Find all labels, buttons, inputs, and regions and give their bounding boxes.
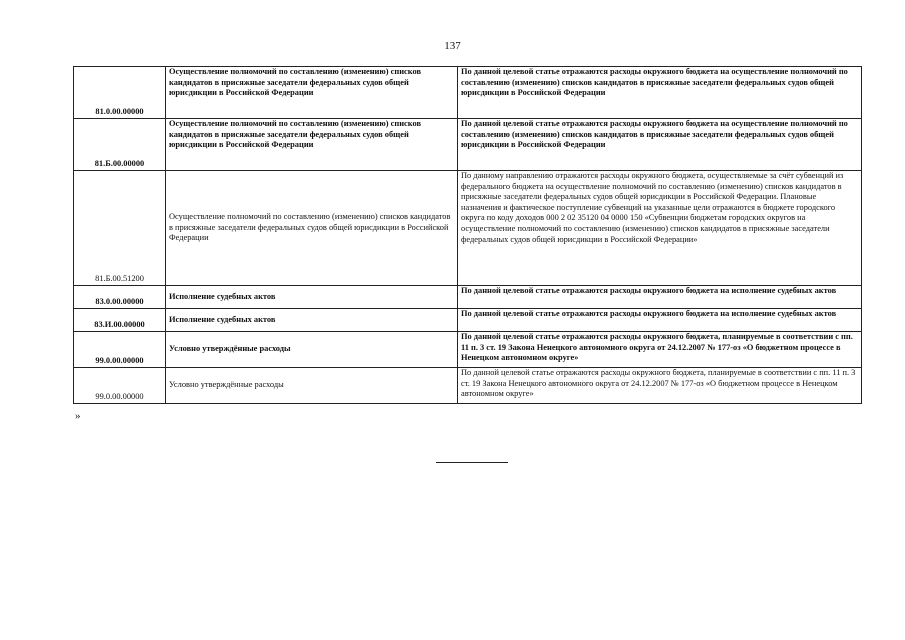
row-description: По данной целевой статье отражаются расходы окружного бюджета на исполнение судебных актов xyxy=(458,286,862,309)
target-articles-table xyxy=(73,66,862,404)
table-row xyxy=(74,332,862,368)
row-code: 83.И.00.00000 xyxy=(74,309,166,332)
row-description: По данной целевой статье отражаются расходы окружного бюджета, планируемые в соответствии с пп. 11 п. 3 ст. 19 Закона Ненецкого автономного округа от 24.12.2007 № 177-оз «О бюджетном процессе в Ненецком автономном округе» xyxy=(458,368,862,404)
row-code: 99.0.00.00000 xyxy=(74,332,166,368)
row-code: 83.0.00.00000 xyxy=(74,286,166,309)
table-row xyxy=(74,286,862,309)
page-number: 137 xyxy=(444,40,461,52)
table-row xyxy=(74,309,862,332)
row-description: По данной целевой статье отражаются расходы окружного бюджета на осуществление полномочий по составлению (изменению) списков кандидатов в присяжные заседатели федеральных судов общей юрисдикции в Российской Федерации xyxy=(458,119,862,171)
row-description: По данной целевой статье отражаются расходы окружного бюджета на осуществление полномочий по составлению (изменению) списков кандидатов в присяжные заседатели федеральных судов общей юрисдикции в Российской Федерации xyxy=(458,67,862,119)
row-name: Осуществление полномочий по составлению (изменению) списков кандидатов в присяжные заседатели федеральных судов общей юрисдикции в Российской Федерации xyxy=(166,171,458,286)
table-row xyxy=(74,171,862,286)
row-code: 81.0.00.00000 xyxy=(74,67,166,119)
end-of-document-line xyxy=(436,462,508,463)
row-code: 81.Б.00.51200 xyxy=(74,171,166,286)
row-name: Условно утверждённые расходы xyxy=(166,368,458,404)
table-row xyxy=(74,67,862,119)
row-code: 99.0.00.00000 xyxy=(74,368,166,404)
row-name: Осуществление полномочий по составлению (изменению) списков кандидатов в присяжные заседатели федеральных судов общей юрисдикции в Российской Федерации xyxy=(166,67,458,119)
row-name: Исполнение судебных актов xyxy=(166,309,458,332)
row-code: 81.Б.00.00000 xyxy=(74,119,166,171)
row-description: По данной целевой статье отражаются расходы окружного бюджета на исполнение судебных актов xyxy=(458,309,862,332)
row-description: По данной целевой статье отражаются расходы окружного бюджета, планируемые в соответствии с пп. 11 п. 3 ст. 19 Закона Ненецкого автономного округа от 24.12.2007 № 177-оз «О бюджетном процессе в Ненецком автономном округе» xyxy=(458,332,862,368)
closing-quote: » xyxy=(75,410,81,422)
row-name: Осуществление полномочий по составлению (изменению) списков кандидатов в присяжные заседатели федеральных судов общей юрисдикции в Российской Федерации xyxy=(166,119,458,171)
table-row xyxy=(74,119,862,171)
row-name: Условно утверждённые расходы xyxy=(166,332,458,368)
row-name: Исполнение судебных актов xyxy=(166,286,458,309)
table-row xyxy=(74,368,862,404)
row-description: По данному направлению отражаются расходы окружного бюджета, осуществляемые за счёт субвенций из федерального бюджета на осуществление полномочий по составлению (изменению) списков кандидатов в присяжные заседатели федеральных судов общей юрисдикции в Российской Федерации. Плановые назначения и фактическое поступление субвенций на указанные цели отражаются в бюджете городского округа по коду доходов 000 2 02 35120 04 0000 150 «Субвенции бюджетам городских округов на осуществление полномочий по составлению (изменению) списков кандидатов в присяжные заседатели федеральных судов общей юрисдикции в Российской Федерации» xyxy=(458,171,862,286)
